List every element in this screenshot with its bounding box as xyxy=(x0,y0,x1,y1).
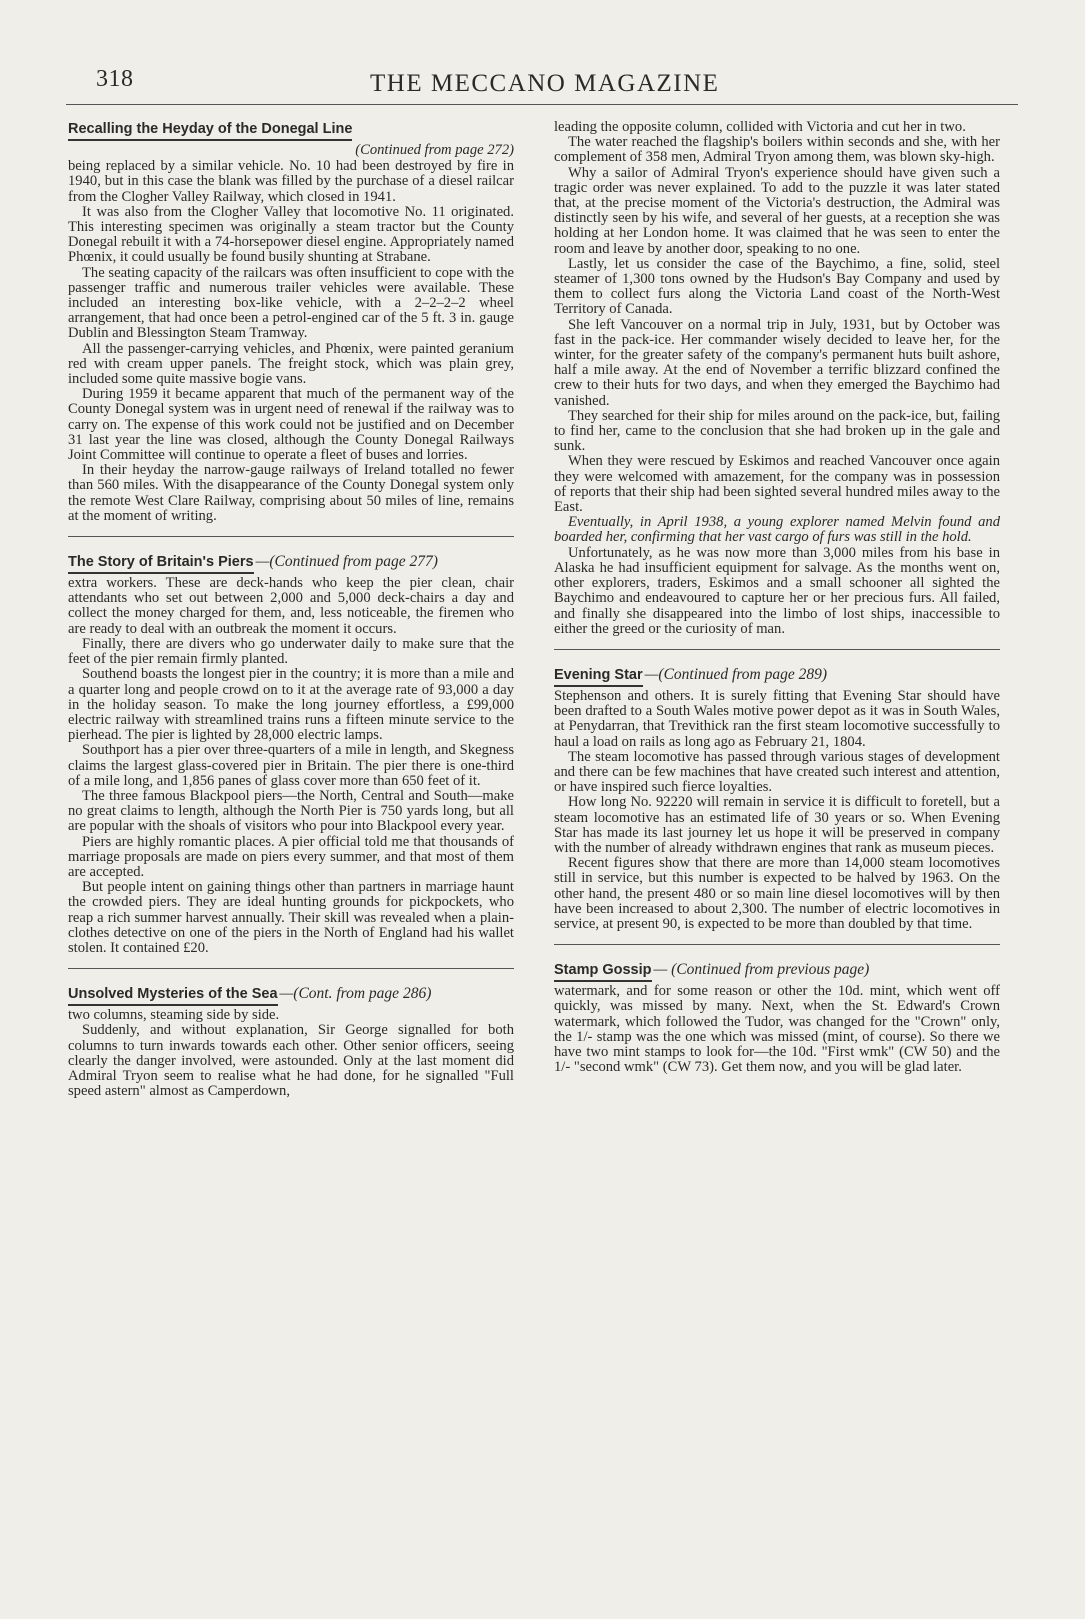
continued-note: —(Continued from page 277) xyxy=(255,553,438,571)
paragraph: How long No. 92220 will remain in service it is difficult to foretell, but a steam locomotive has an estimated life of 30 years or so. When Evening Star has made its last journey let us hope it will be preserved in company with the number of already withdrawn engines that rank as museum pieces. xyxy=(554,794,1000,856)
paragraph: Southend boasts the longest pier in the country; it is more than a mile and a quarter long and people crowd on to it at the average rate of 93,000 a day in the holiday season. To make the long journey effortless, a £99,000 electric railway with streamlined trains runs a fifteen minute service to the pierhead. The pier is lighted by 28,000 electric lamps. xyxy=(68,666,514,744)
paragraph: Finally, there are divers who go underwater daily to make sure that the feet of the pier remain firmly planted. xyxy=(68,635,514,668)
article-title: Stamp Gossip xyxy=(554,961,652,982)
paragraph: two columns, steaming side by side. xyxy=(68,1007,280,1024)
section-divider xyxy=(68,536,514,537)
paragraph: They searched for their ship for miles around on the pack-ice, but, failing to find her, came to the conclusion that she had broken up in the gale and sunk. xyxy=(554,407,1000,455)
article-title: The Story of Britain's Piers xyxy=(68,553,254,574)
paragraph: being replaced by a similar vehicle. No. 10 had been destroyed by fire in 1940, but in this case the blank was filled by the purchase of a diesel railcar from the Clogher Valley Railway, which closed in 1941. xyxy=(68,158,514,205)
header-rule xyxy=(66,104,1018,105)
paragraph: It was also from the Clogher Valley that locomotive No. 11 originated. This interesting specimen was originally a steam tractor but the County Donegal rebuilt it with a 74-horsepower diesel engine. Appropriately named Phœnix, it could usually be found busily shunting at Strabane. xyxy=(68,203,514,266)
article-heading xyxy=(68,120,514,141)
article-heading xyxy=(68,553,514,574)
continued-note: —(Cont. from page 286) xyxy=(279,985,432,1003)
paragraph: When they were rescued by Eskimos and reached Vancouver once again they were welcomed with amazement, for the company was in possession of reports that their ship had been sighted several hundred miles away to the East. xyxy=(554,453,1000,516)
paragraph: But people intent on gaining things other than partners in marriage haunt the crowded piers. They are ideal hunting grounds for pickpockets, who reap a rich summer harvest annually. Their skill was revealed when a plain-clothes detective on one of the piers in the North of England had his wallet stolen. It contained £20. xyxy=(68,879,514,956)
paragraph: Eventually, in April 1938, a young explorer named Melvin found and boarded her, confirming that her vast cargo of furs was still in the hold. xyxy=(554,514,1000,546)
article-donegal xyxy=(68,120,514,524)
article-title: Unsolved Mysteries of the Sea xyxy=(68,985,278,1006)
paragraph: Why a sailor of Admiral Tryon's experience should have given such a tragic order was never explained. To add to the puzzle it was later stated that, at the precise moment of the Victoria's destruction, the Admiral was distinctly seen by his wife, and several of her guests, at a reception she was holding at her London home. It was claimed that he was seen to enter the room and leave by another door, speaking to no one. xyxy=(554,164,1000,257)
paragraph: She left Vancouver on a normal trip in July, 1931, but by October was fast in the pack-ice. Her commander wisely decided to leave her, for the winter, for the greater safety of the company's permanent huts built ashore, half a mile away. At the end of November a terrific blizzard confined the crew to their huts for two days, and when they emerged the Baychimo had vanished. xyxy=(554,316,1000,409)
right-column xyxy=(554,120,1000,1075)
paragraph: leading the opposite column, collided with Victoria and cut her in two. xyxy=(554,119,966,135)
section-divider xyxy=(554,649,1000,650)
paragraph: During 1959 it became apparent that much of the permanent way of the County Donegal system was in urgent need of renewal if the railway was to carry on. The expense of this work could not be justified and on December 31 last year the line was closed, although the County Donegal Railways Joint Committee will continue to operate a fleet of buses and lorries. xyxy=(68,386,514,464)
paragraph: extra workers. These are deck-hands who keep the pier clean, chair attendants who set out between 2,000 and 5,000 deck-chairs a day and collect the money charged for them, and, less noticeable, the firemen who are ready to deal with an outbreak the moment it occurs. xyxy=(68,575,514,637)
paragraph: watermark, and for some reason or other the 10d. mint, which went off quickly, was missed by many. Next, when the St. Edward's Crown watermark, which followed the Tudor, was changed for the "Crown" only, the 1/- stamp was the one which was missed (mint, of course). So there we have two mint stamps to look for—the 10d. "First wmk" (CW 50) and the 1/- "second wmk" (CW 73). Get them now, and you will be glad later. xyxy=(554,983,1000,1076)
paragraph: Lastly, let us consider the case of the Baychimo, a fine, solid, steel steamer of 1,300 tons owned by the Hudson's Bay Company and used by them to collect furs along the Victoria Land coast of the North-West Territory of Canada. xyxy=(554,255,1000,318)
article-heading xyxy=(554,961,1000,982)
paragraph: All the passenger-carrying vehicles, and Phœnix, were painted geranium red with cream upper panels. The freight stock, which was plain grey, included some quite massive bogie vans. xyxy=(68,340,514,388)
magazine-title: THE MECCANO MAGAZINE xyxy=(370,70,720,97)
article-mysteries xyxy=(68,985,514,1099)
article-title: Recalling the Heyday of the Donegal Line xyxy=(68,120,352,141)
left-column xyxy=(68,120,514,1099)
page-number: 318 xyxy=(96,66,134,92)
paragraph: The steam locomotive has passed through various stages of development and there can be few machines that have created such interest and attention, or have inspired such fierce loyalties. xyxy=(554,748,1000,796)
continued-note: —(Continued from page 289) xyxy=(644,665,828,683)
article-mysteries-continued xyxy=(554,120,1000,637)
section-divider xyxy=(554,944,1000,945)
paragraph: The three famous Blackpool piers—the North, Central and South—make no great claims to length, although the North Pier is 750 yards long, but all are popular with the shoals of visitors who pour into Blackpool every year. xyxy=(68,787,514,835)
article-piers xyxy=(68,553,514,956)
paragraph: The seating capacity of the railcars was often insufficient to cope with the passenger traffic and numerous trailer vehicles were available. These included an interesting box-like vehicle, with a 2–2–2–2 wheel arrangement, that had once been a petrol-engined car of the 5 ft. 3 in. gauge Dublin and Blessington Steam Tramway. xyxy=(68,264,514,342)
paragraph: Suddenly, and without explanation, Sir George signalled for both columns to turn inwards towards each other. Other senior officers, seeing clearly the danger involved, were astounded. Only at the last moment did Admiral Tryon seem to realise what he had done, for he signalled "Full speed astern" almost as Camperdown, xyxy=(68,1022,514,1100)
article-heading xyxy=(554,666,1000,687)
paragraph: Recent figures show that there are more than 14,000 steam locomotives still in service, but this number is expected to be halved by 1963. On the other hand, the present 480 or so main line diesel locomotives will by then have been increased to about 2,300. The number of electric locomotives in service, at present 90, is expected to be more than doubled by that time. xyxy=(554,855,1000,932)
paragraph: The water reached the flagship's boilers within seconds and she, with her complement of 358 men, Admiral Tryon among them, was blown sky-high. xyxy=(554,134,1000,166)
paragraph: Southport has a pier over three-quarters of a mile in length, and Skegness claims the largest glass-covered pier in Britain. The pier there is one-third of a mile long, and 1,856 panes of glass cover more than 650 feet of it. xyxy=(68,742,514,789)
article-heading xyxy=(68,985,514,1006)
continued-note: — (Continued from previous page) xyxy=(653,961,870,979)
paragraph: Piers are highly romantic places. A pier official told me that thousands of marriage proposals are made on piers every summer, and that most of them are accepted. xyxy=(68,833,514,880)
article-title: Evening Star xyxy=(554,666,643,687)
article-evening-star xyxy=(554,666,1000,932)
paragraph: Unfortunately, as he was now more than 3,000 miles from his base in Alaska he had insufficient equipment for salvage. As the months went on, other explorers, traders, Eskimos and a small schooner all sighted the Baychimo and endeavoured to capture her or her precious furs. All failed, and finally she disappeared into the limbo of lost ships, inaccessible to either the greed or the curiosity of man. xyxy=(554,544,1000,637)
continued-note: (Continued from page 272) xyxy=(355,142,514,158)
article-stamp-gossip xyxy=(554,961,1000,1075)
section-divider xyxy=(68,968,514,969)
paragraph: Stephenson and others. It is surely fitting that Evening Star should have been drafted to a South Wales motive power depot as it was in South Wales, at Penydarran, that Trevithick ran the first steam locomotive successfully to haul a load on rails as long ago as February 21, 1804. xyxy=(554,687,1000,750)
paragraph: In their heyday the narrow-gauge railways of Ireland totalled no fewer than 560 miles. With the disappearance of the County Donegal system only the remote West Clare Railway, comprising about 50 miles of line, remains at the moment of writing. xyxy=(68,462,514,524)
